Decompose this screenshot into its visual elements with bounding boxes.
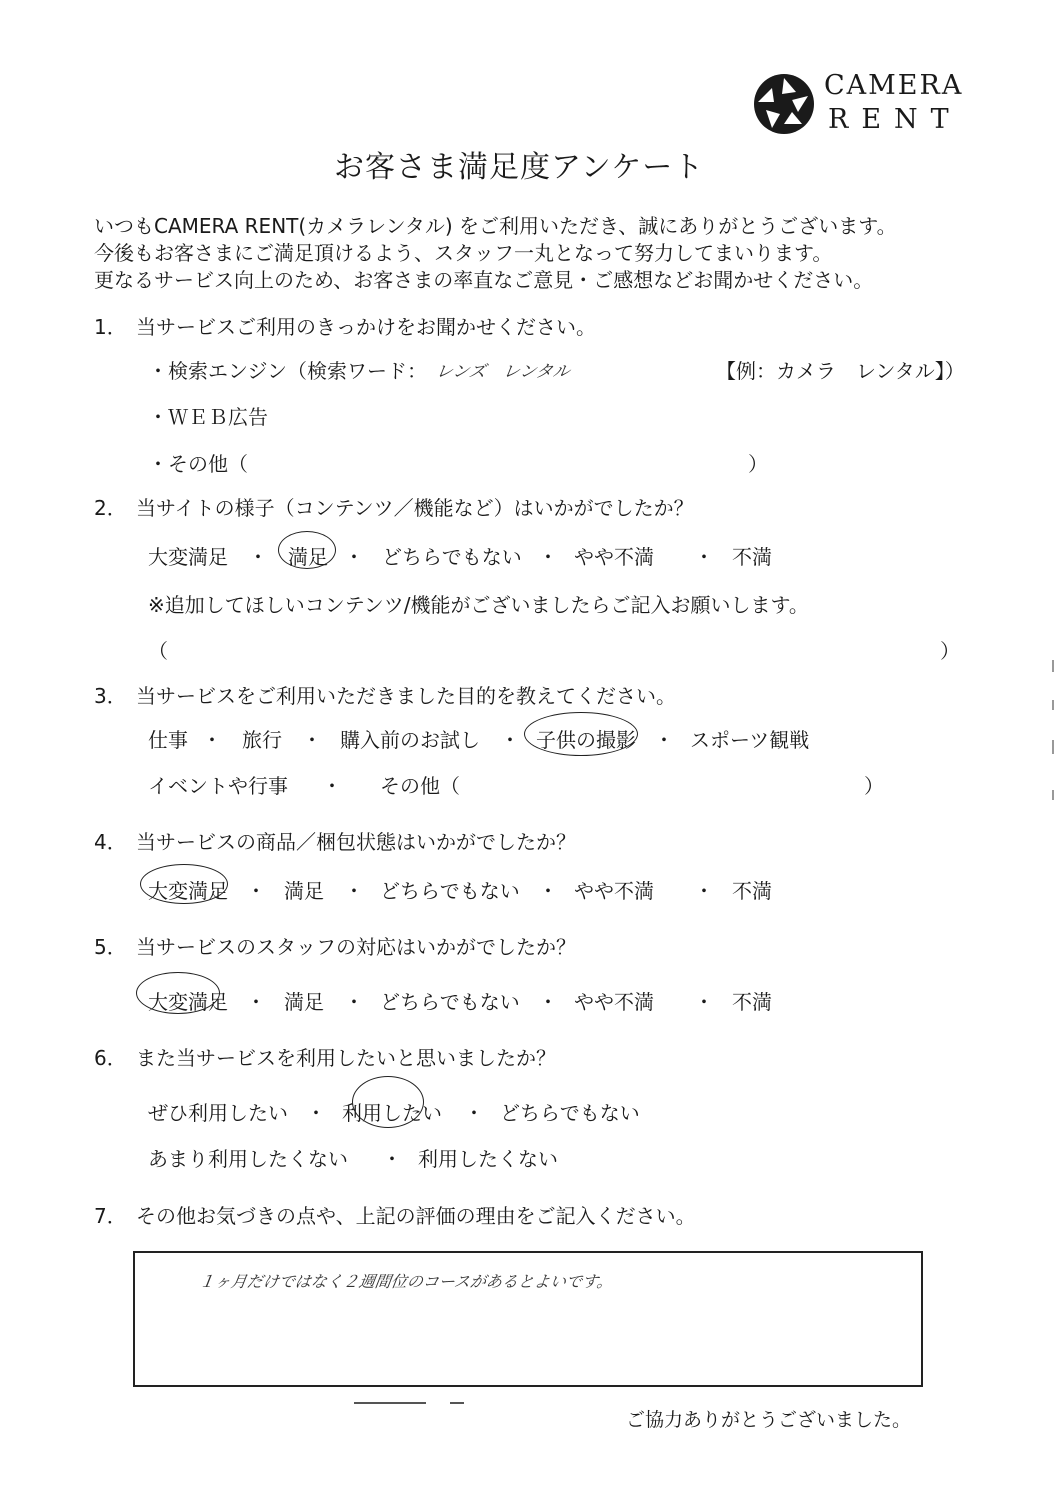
q5-option-very-satisfied: 大変満足	[148, 990, 228, 1014]
q6-separator: ・	[382, 1147, 402, 1171]
q7-answer-box	[133, 1251, 923, 1387]
scan-edge-mark	[1052, 790, 1054, 800]
q3-separator: ・	[302, 728, 322, 752]
q5-separator: ・	[694, 990, 714, 1014]
q4-option-very-satisfied: 大変満足	[148, 879, 228, 903]
q2-selection-circle	[278, 531, 336, 569]
q3-separator: ・	[322, 774, 342, 798]
q3-separator: ・	[500, 728, 520, 752]
q2-note: ※追加してほしいコンテンツ/機能がございましたらご記入お願いします。	[148, 593, 809, 617]
scan-edge-mark	[1052, 700, 1054, 710]
q4-option-satisfied: 満足	[284, 879, 324, 903]
q4-separator: ・	[538, 879, 558, 903]
aperture-logo-icon	[752, 72, 816, 136]
intro-line-3: 更なるサービス向上のため、お客さまの率直なご意見・ご感想などお聞かせください。	[94, 268, 874, 292]
logo-text-camera: CAMERA	[824, 70, 964, 101]
q2-option-satisfied: 満足	[288, 545, 328, 569]
q2-option-neutral: どちらでもない	[382, 545, 522, 569]
intro-line-2: 今後もお客さまにご満足頂けるよう、スタッフ一丸となって努力してまいります。	[94, 241, 833, 265]
q6-option-yes: 利用したい	[342, 1101, 442, 1125]
q1-example: 【例：カメラ レンタル】）	[716, 359, 965, 383]
footer-scan-mark	[354, 1402, 426, 1404]
q7-handwritten-answer: １ヶ月だけではなく２週間位のコースがあるとよいです。	[197, 1272, 615, 1291]
q3-number: 3．	[94, 684, 127, 708]
q3-option-child-photo: 子供の撮影	[536, 728, 636, 752]
q1-other-close: ）	[748, 452, 768, 476]
q4-option-neutral: どちらでもない	[380, 879, 520, 903]
footer-scan-mark	[450, 1402, 464, 1404]
q1-question: 当サービスご利用のきっかけをお聞かせください。	[136, 315, 596, 339]
q4-question: 当サービスの商品／梱包状態はいかがでしたか？	[136, 830, 576, 854]
q5-option-satisfied: 満足	[284, 990, 324, 1014]
q7-question: その他お気づきの点や、上記の評価の理由をご記入ください。	[136, 1204, 696, 1228]
q4-option-dissatisfied: 不満	[732, 879, 772, 903]
q6-option-no: 利用したくない	[418, 1147, 558, 1171]
q6-separator: ・	[306, 1101, 326, 1125]
q6-question: また当サービスを利用したいと思いましたか？	[136, 1046, 556, 1070]
q5-option-somewhat-dissatisfied: やや不満	[574, 990, 654, 1014]
logo-text-rent: RENT	[828, 104, 962, 135]
q2-separator: ・	[538, 545, 558, 569]
q5-option-dissatisfied: 不満	[732, 990, 772, 1014]
q1-option-web-ad: ・ＷＥＢ広告	[148, 405, 268, 429]
q2-option-dissatisfied: 不満	[732, 545, 772, 569]
q5-separator: ・	[344, 990, 364, 1014]
q4-selection-circle	[140, 864, 228, 904]
q5-separator: ・	[246, 990, 266, 1014]
q6-selection-circle	[352, 1076, 424, 1128]
q2-option-very-satisfied: 大変満足	[148, 545, 228, 569]
scan-edge-mark	[1052, 660, 1054, 672]
q1-option-search-engine: ・検索エンジン（検索ワード：	[148, 359, 427, 383]
q2-paren-close: ）	[940, 639, 960, 663]
q4-number: 4．	[94, 830, 127, 854]
q3-option-other: その他（	[380, 774, 460, 798]
q2-option-somewhat-dissatisfied: やや不満	[574, 545, 654, 569]
q2-paren-open: （	[148, 639, 168, 663]
q5-separator: ・	[538, 990, 558, 1014]
q5-number: 5．	[94, 935, 127, 959]
q6-option-not-really: あまり利用したくない	[148, 1147, 348, 1171]
q6-option-neutral: どちらでもない	[500, 1101, 640, 1125]
q3-separator: ・	[654, 728, 674, 752]
q1-handwritten-answer: レンズ レンタル	[434, 362, 572, 382]
q2-separator: ・	[344, 545, 364, 569]
q4-separator: ・	[246, 879, 266, 903]
q3-separator: ・	[202, 728, 222, 752]
q3-option-trial: 購入前のお試し	[340, 728, 480, 752]
q4-separator: ・	[694, 879, 714, 903]
q3-question: 当サービスをご利用いただきました目的を教えてください。	[136, 684, 676, 708]
q3-option-events: イベントや行事	[148, 774, 288, 798]
q4-separator: ・	[344, 879, 364, 903]
q3-option-work: 仕事	[148, 728, 188, 752]
q4-option-somewhat-dissatisfied: やや不満	[574, 879, 654, 903]
q6-option-definitely: ぜひ利用したい	[148, 1101, 288, 1125]
q3-selection-circle	[524, 712, 638, 756]
closing-message: ご協力ありがとうございました。	[626, 1409, 912, 1431]
q1-option-other: ・その他（	[148, 452, 248, 476]
q1-number: 1．	[94, 315, 127, 339]
intro-line-1: いつもCAMERA RENT(カメラレンタル) をご利用いただき、誠にありがとうございます。	[94, 214, 897, 238]
q5-selection-circle	[136, 972, 220, 1014]
q3-option-sports: スポーツ観戦	[690, 728, 810, 752]
q6-separator: ・	[464, 1101, 484, 1125]
q3-paren-close: ）	[864, 774, 884, 798]
q2-separator: ・	[248, 545, 268, 569]
q3-option-travel: 旅行	[242, 728, 282, 752]
page-title: お客さま満足度アンケート	[334, 150, 705, 185]
q7-number: 7．	[94, 1204, 127, 1228]
q2-question: 当サイトの様子（コンテンツ／機能など）はいかがでしたか？	[136, 496, 694, 520]
q2-number: 2．	[94, 496, 127, 520]
scan-edge-mark	[1052, 740, 1054, 754]
q6-number: 6．	[94, 1046, 127, 1070]
q5-option-neutral: どちらでもない	[380, 990, 520, 1014]
q5-question: 当サービスのスタッフの対応はいかがでしたか？	[136, 935, 576, 959]
q2-separator: ・	[694, 545, 714, 569]
